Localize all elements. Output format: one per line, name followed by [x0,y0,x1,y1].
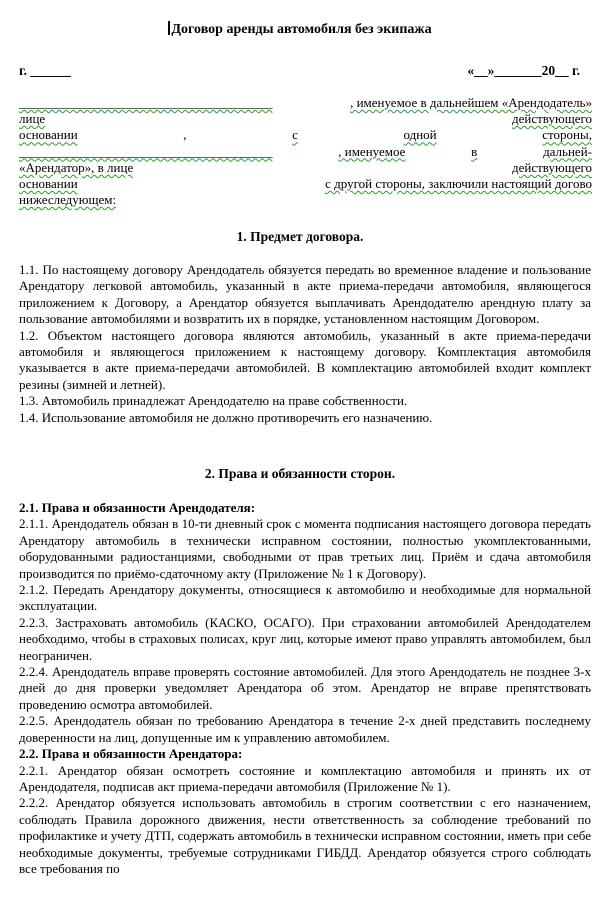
date-field: «__»_______20__ г. [467,63,580,78]
clause-2-2-4: 2.2.4. Арендодатель вправе проверять состояние автомобилей. Для этого Арендодатель не позднее 3-х дней до дня проверки уведомляет Арендатора об этом. Арендатор не вправе препятствовать проведению осмотра автомобилей. [19,664,591,712]
parties-block [19,95,592,208]
parties-line: «Арендатор», в лице действующего [19,159,592,175]
date-line [19,63,580,79]
city-field: г. ______ [19,63,71,78]
clause-2-1-1: 2.1.1. Арендодатель обязан в 10-ти дневный срок с момента подписания настоящего договора передать Арендатору автомобиль в технически исправном состоянии, полностью укомплектованными, оборудованными радиостанциями, свободными от прав третьих лиц. Приём и сдача автомобиля производится по приёмо-сдаточному акту (Приложение № 1 к Договору). [19,516,591,581]
document-title: Договор аренды автомобиля без экипажа [0,21,600,38]
section-1-heading: 1. Предмет договора. [236,229,364,244]
section-2-body [19,500,591,877]
subsection-2-1-heading: 2.1. Права и обязанности Арендодателя: [19,500,256,515]
parties-line: нижеследующем: [19,192,117,208]
section-2-heading: 2. Права и обязанности сторон. [204,466,396,481]
clause-1-2: 1.2. Объектом настоящего договора являются автомобиль, указанный в акте приема-передачи автомобиля и являющегося приложением к настоящему договору. Комплектация автомобиля указывается в акте приема-передачи автомобилей. В комплектацию автомобилей входит комплект резины (зимней и летней). [19,327,591,392]
subsection-2-2-heading: 2.2. Права и обязанности Арендатора: [19,746,243,762]
parties-line: основании с другой стороны, заключили настоящий догово [19,176,592,192]
parties-line: лице действующего [19,111,592,127]
clause-2-2-1: 2.2.1. Арендатор обязан осмотреть состояние и комплектацию автомобиля и принять их от Арендодателя, подписав акт приема-передачи автомобиля (Приложение № 1). [19,762,591,794]
clause-1-3: 1.3. Автомобиль принадлежат Арендодателю на праве собственности. [19,393,408,409]
clause-2-2-2: 2.2.2. Арендатор обязуется использовать автомобиль в строгим соответствии с его назначением, соблюдать Правила дорожного движения, нести ответственность за соблюдение требований по профилактике и учету ДТП, содержать автомобиль в технически исправном состоянии, иметь при себе необходимые документы, требуемые сотрудниками ГИБДД. Арендатор обязуется строго соблюдать все требования по [19,795,591,876]
clause-1-1: 1.1. По настоящему договору Арендодатель обязуется передать во временное владение и пользование Арендатору легковой автомобиль, указанный в акте приема-передачи автомобиля, являющегося приложением к Договору, а Арендатор обязуется выплачивать Арендодателю арендную плату за пользование автомобилями и возвратить их в порядке, установленном настоящим Договором. [19,262,591,327]
clause-1-4: 1.4. Использование автомобиля не должно противоречить его назначению. [19,409,433,425]
parties-line: _______________________________________ , именуемое в дальнейшем «Арендодатель» [19,95,592,110]
clause-2-1-2: 2.1.2. Передать Арендатору документы, относящиеся к автомобилю и необходимые для нормальной эксплуатации. [19,582,591,614]
clause-2-2-5: 2.2.5. Арендодатель обязан по требованию Арендатора в течение 2-х дней представить последнему доверенности на лиц, допущенные им к управлению автомобилем. [19,713,591,745]
clause-2-2-3: 2.2.3. Застраховать автомобиль (КАСКО, ОСАГО). При страховании автомобилей Арендодателем необходимо, чтобы в страховых полисах, круг лиц, которые имеют право управлять автомобилем, был неограничен. [19,614,591,663]
section-1-body [19,262,591,426]
parties-line: основании , с одной стороны, [19,127,592,143]
parties-line: _______________________________________ , именуемое в дальней- [19,143,592,159]
